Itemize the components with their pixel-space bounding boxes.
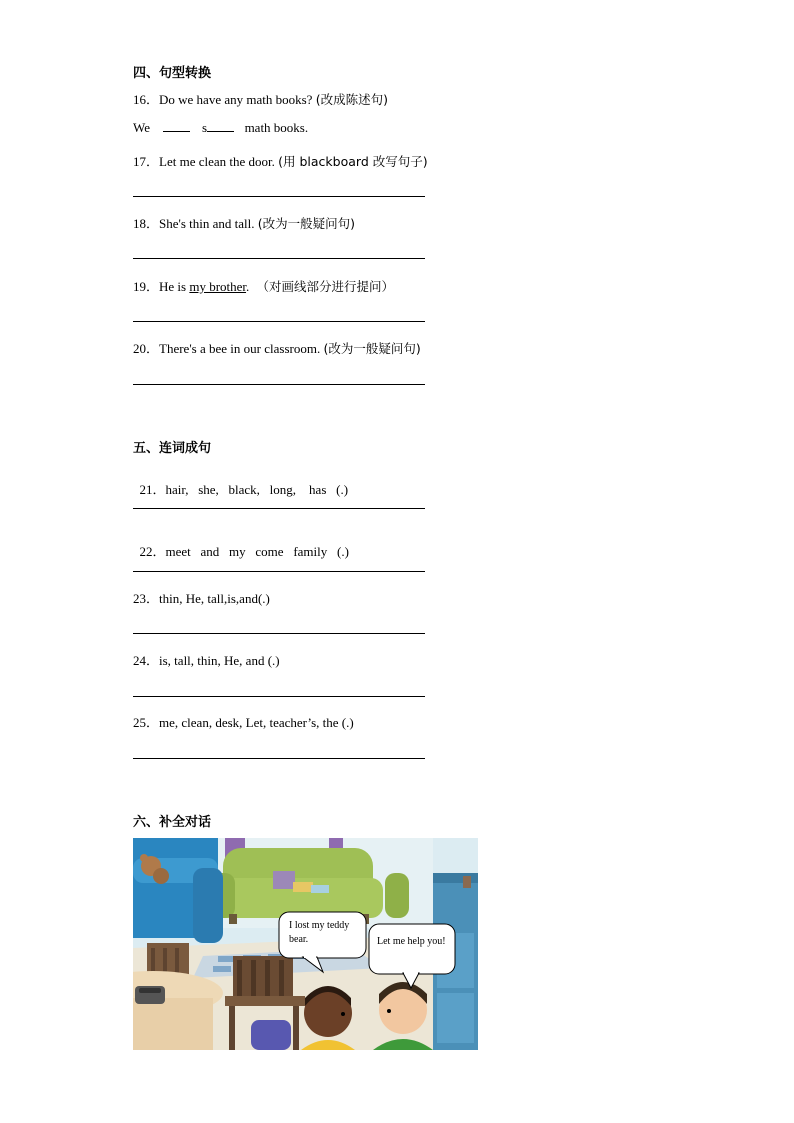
answer-word: We xyxy=(133,120,150,135)
answer-blank[interactable] xyxy=(163,120,190,132)
section-6-heading: 六、补全对话 xyxy=(133,815,212,830)
question-number: 20． xyxy=(133,341,160,356)
question-number: 24． xyxy=(133,653,160,668)
question-text-end: . xyxy=(246,279,250,294)
dialogue-illustration xyxy=(133,838,478,1050)
question-24 xyxy=(133,650,280,669)
question-number: 19． xyxy=(133,279,160,294)
question-text: He is xyxy=(159,279,190,294)
question-text: is, tall, thin, He, and (.) xyxy=(159,653,280,668)
question-number: 16． xyxy=(133,92,160,107)
question-16 xyxy=(133,89,388,108)
question-17 xyxy=(133,151,428,170)
answer-line[interactable] xyxy=(133,196,425,197)
question-text: She's thin and tall. xyxy=(159,216,258,231)
section-5-heading: 五、连词成句 xyxy=(133,441,212,456)
question-22 xyxy=(133,525,349,560)
answer-line[interactable] xyxy=(133,321,425,322)
question-text: There's a bee in our classroom. xyxy=(159,341,324,356)
question-instruction: （对画线部分进行提问） xyxy=(256,279,395,294)
question-text: Do we have any math books? xyxy=(159,92,316,107)
question-21 xyxy=(133,463,348,498)
underlined-phrase: my brother xyxy=(189,279,247,294)
question-16-answer-template xyxy=(133,120,308,136)
answer-line[interactable] xyxy=(133,258,425,259)
answer-line[interactable] xyxy=(133,758,425,759)
question-25 xyxy=(133,712,354,731)
answer-line[interactable] xyxy=(133,384,425,385)
question-instruction: (用 blackboard 改写句子) xyxy=(278,154,428,169)
question-23 xyxy=(133,588,270,607)
answer-word: math books. xyxy=(244,120,309,135)
question-text: meet and my come family (.) xyxy=(165,544,349,559)
question-text: Let me clean the door. xyxy=(159,154,279,169)
answer-line[interactable] xyxy=(133,571,425,572)
question-instruction: (改为一般疑问句) xyxy=(323,341,421,356)
question-number: 25． xyxy=(133,715,160,730)
question-20 xyxy=(133,338,421,357)
answer-line[interactable] xyxy=(133,508,425,509)
question-number: 23． xyxy=(133,591,160,606)
speech-bubble-2-text: Let me help you! xyxy=(377,936,446,947)
question-number: 21． xyxy=(139,482,166,497)
question-text: hair, she, black, long, has (.) xyxy=(165,482,349,497)
answer-blank[interactable] xyxy=(207,120,234,132)
question-text: me, clean, desk, Let, teacher’s, the (.) xyxy=(159,715,354,730)
question-instruction: (改成陈述句) xyxy=(315,92,388,107)
question-19 xyxy=(133,276,394,295)
question-number: 22． xyxy=(139,544,166,559)
question-number: 17． xyxy=(133,154,160,169)
answer-word: s xyxy=(202,120,208,135)
speech-bubble-1-text: I lost my teddy bear. xyxy=(289,920,350,945)
question-text: thin, He, tall,is,and(.) xyxy=(159,591,270,606)
question-instruction: (改为一般疑问句) xyxy=(257,216,356,231)
section-4-heading: 四、句型转换 xyxy=(133,66,212,81)
answer-line[interactable] xyxy=(133,633,425,634)
question-number: 18． xyxy=(133,216,160,231)
question-18 xyxy=(133,213,355,232)
answer-line[interactable] xyxy=(133,696,425,697)
